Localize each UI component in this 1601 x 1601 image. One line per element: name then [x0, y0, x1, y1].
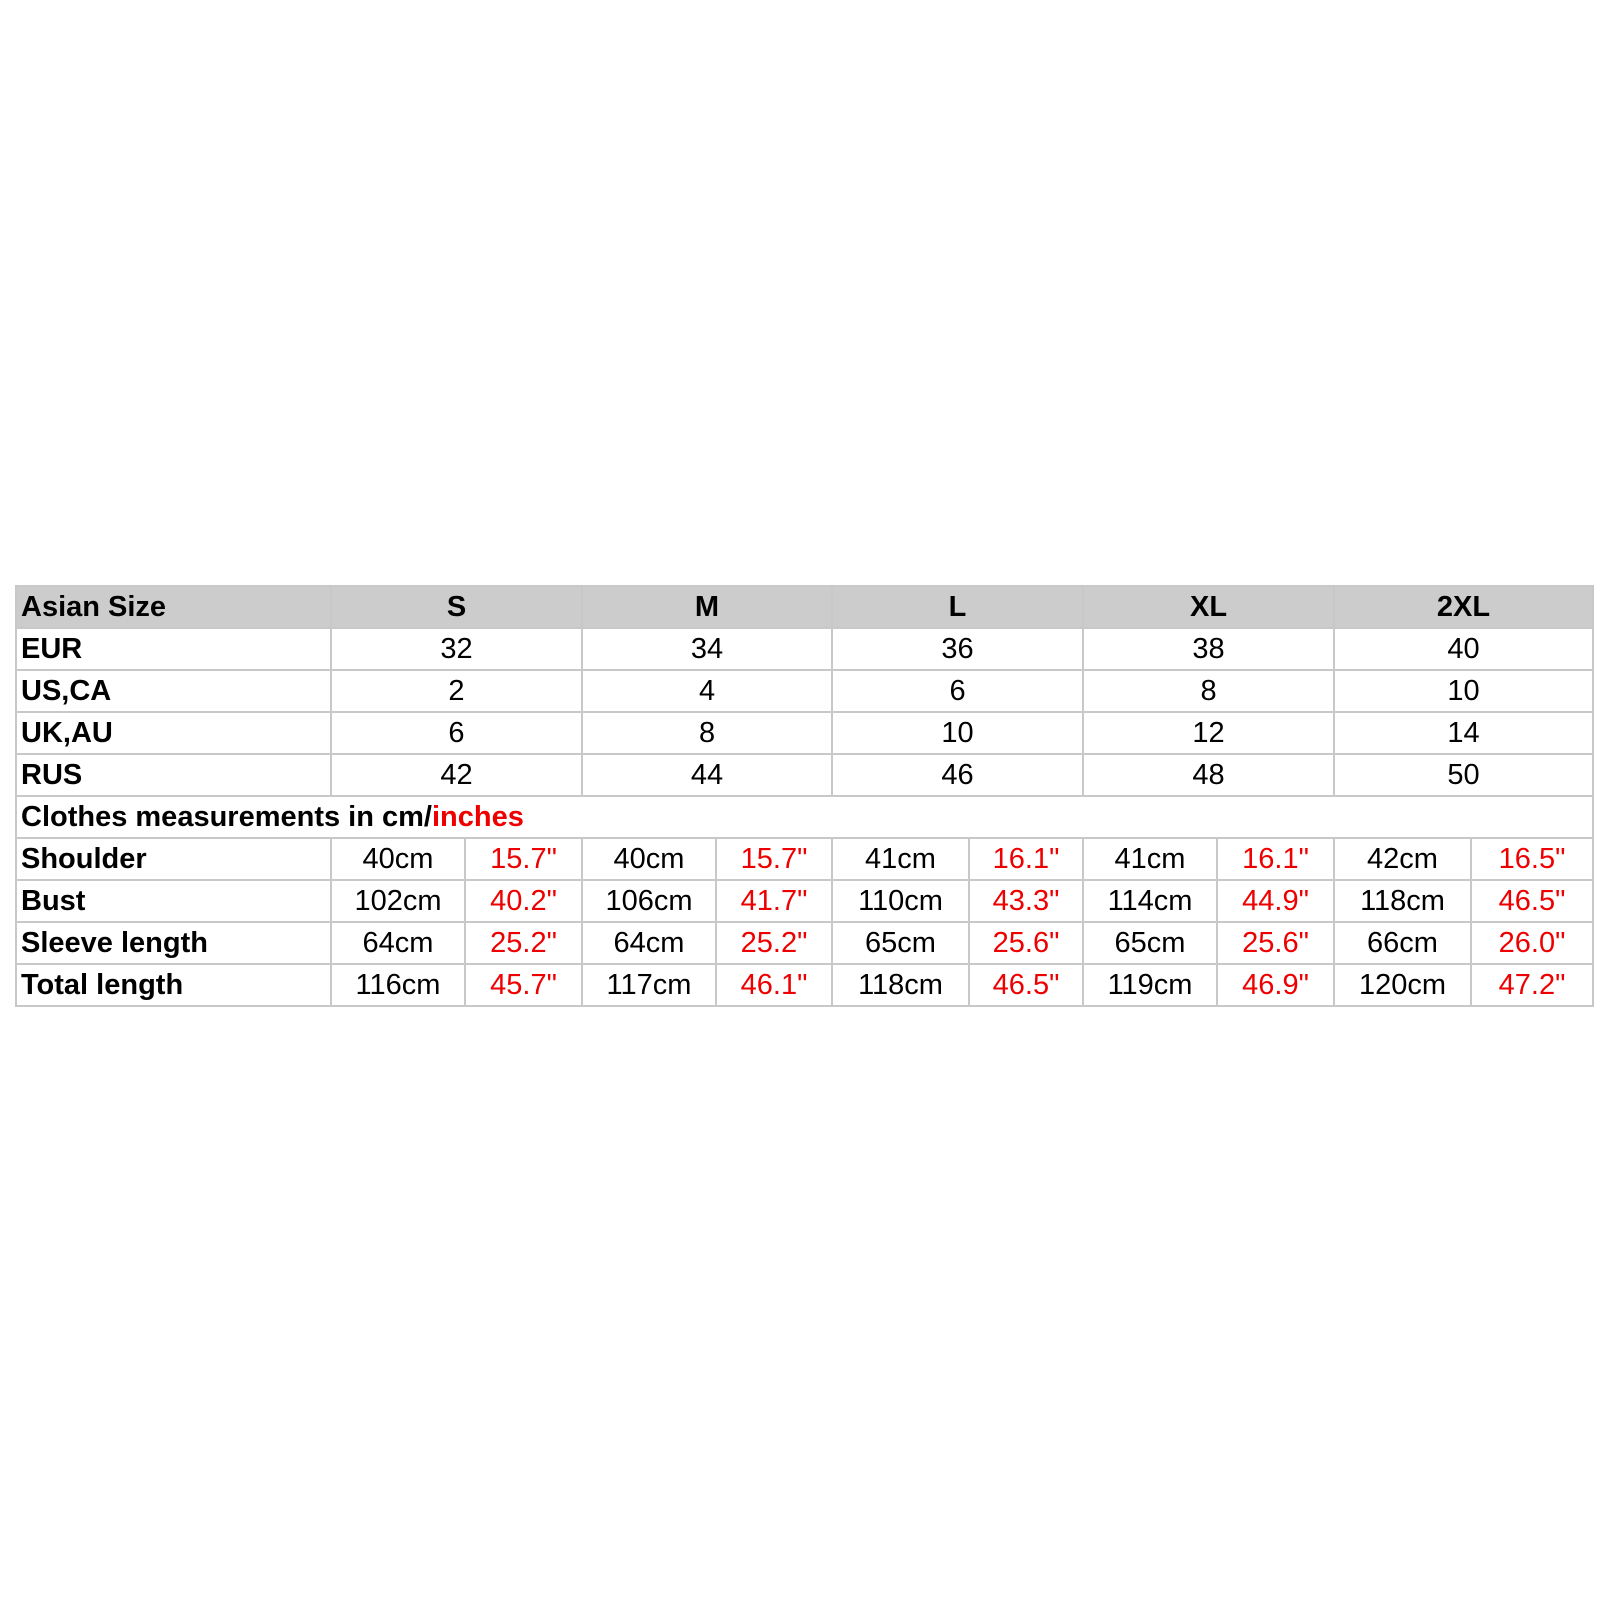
size-value: 12 — [1083, 712, 1334, 754]
conversion-row-uk-au — [16, 712, 1593, 754]
inch-value: 25.2" — [716, 922, 832, 964]
size-value: 34 — [582, 628, 832, 670]
inch-value: 25.2" — [465, 922, 582, 964]
size-value: 50 — [1334, 754, 1593, 796]
size-value: 36 — [832, 628, 1083, 670]
cm-value: 65cm — [832, 922, 969, 964]
measurement-row-shoulder — [16, 838, 1593, 880]
header-label: Asian Size — [16, 586, 331, 628]
measurement-row-total-length — [16, 964, 1593, 1006]
cm-value: 106cm — [582, 880, 716, 922]
size-value: 6 — [331, 712, 582, 754]
row-label: EUR — [16, 628, 331, 670]
size-value: 2 — [331, 670, 582, 712]
inch-value: 44.9" — [1217, 880, 1334, 922]
measurement-row-bust — [16, 880, 1593, 922]
size-value: 38 — [1083, 628, 1334, 670]
cm-value: 118cm — [1334, 880, 1471, 922]
cm-value: 40cm — [331, 838, 465, 880]
cm-value: 117cm — [582, 964, 716, 1006]
size-value: 46 — [832, 754, 1083, 796]
inch-value: 45.7" — [465, 964, 582, 1006]
row-label: UK,AU — [16, 712, 331, 754]
size-value: 14 — [1334, 712, 1593, 754]
cm-value: 114cm — [1083, 880, 1217, 922]
size-value: 6 — [832, 670, 1083, 712]
section-title-cm: Clothes measurements in cm/ — [21, 800, 432, 833]
inch-value: 15.7" — [465, 838, 582, 880]
inch-value: 16.5" — [1471, 838, 1593, 880]
row-label: Bust — [16, 880, 331, 922]
inch-value: 15.7" — [716, 838, 832, 880]
size-value: 44 — [582, 754, 832, 796]
row-label: US,CA — [16, 670, 331, 712]
cm-value: 118cm — [832, 964, 969, 1006]
inch-value: 43.3" — [969, 880, 1083, 922]
size-value: 48 — [1083, 754, 1334, 796]
cm-value: 40cm — [582, 838, 716, 880]
size-value: 4 — [582, 670, 832, 712]
cm-value: 41cm — [832, 838, 969, 880]
inch-value: 40.2" — [465, 880, 582, 922]
size-header-l: L — [832, 586, 1083, 628]
conversion-row-eur — [16, 628, 1593, 670]
size-value: 40 — [1334, 628, 1593, 670]
inch-value: 47.2" — [1471, 964, 1593, 1006]
measurement-row-sleeve-length — [16, 922, 1593, 964]
cm-value: 64cm — [331, 922, 465, 964]
size-header-xl: XL — [1083, 586, 1334, 628]
cm-value: 119cm — [1083, 964, 1217, 1006]
cm-value: 116cm — [331, 964, 465, 1006]
size-chart-table — [15, 585, 1594, 1007]
section-title — [16, 796, 1593, 838]
conversion-row-us-ca — [16, 670, 1593, 712]
cm-value: 65cm — [1083, 922, 1217, 964]
cm-value: 110cm — [832, 880, 969, 922]
inch-value: 16.1" — [1217, 838, 1334, 880]
inch-value: 46.9" — [1217, 964, 1334, 1006]
size-header-s: S — [331, 586, 582, 628]
row-label: RUS — [16, 754, 331, 796]
inch-value: 25.6" — [969, 922, 1083, 964]
cm-value: 120cm — [1334, 964, 1471, 1006]
size-value: 42 — [331, 754, 582, 796]
size-value: 10 — [1334, 670, 1593, 712]
inch-value: 46.1" — [716, 964, 832, 1006]
size-value: 8 — [1083, 670, 1334, 712]
cm-value: 102cm — [331, 880, 465, 922]
inch-value: 26.0" — [1471, 922, 1593, 964]
size-value: 10 — [832, 712, 1083, 754]
row-label: Sleeve length — [16, 922, 331, 964]
conversion-row-rus — [16, 754, 1593, 796]
inch-value: 41.7" — [716, 880, 832, 922]
inch-value: 16.1" — [969, 838, 1083, 880]
size-header-2xl: 2XL — [1334, 586, 1593, 628]
header-row — [16, 586, 1593, 628]
cm-value: 42cm — [1334, 838, 1471, 880]
row-label: Total length — [16, 964, 331, 1006]
section-title-row — [16, 796, 1593, 838]
cm-value: 66cm — [1334, 922, 1471, 964]
size-value: 8 — [582, 712, 832, 754]
inch-value: 46.5" — [1471, 880, 1593, 922]
cm-value: 64cm — [582, 922, 716, 964]
size-header-m: M — [582, 586, 832, 628]
inch-value: 25.6" — [1217, 922, 1334, 964]
inch-value: 46.5" — [969, 964, 1083, 1006]
cm-value: 41cm — [1083, 838, 1217, 880]
row-label: Shoulder — [16, 838, 331, 880]
size-value: 32 — [331, 628, 582, 670]
section-title-inches: inches — [431, 800, 524, 833]
